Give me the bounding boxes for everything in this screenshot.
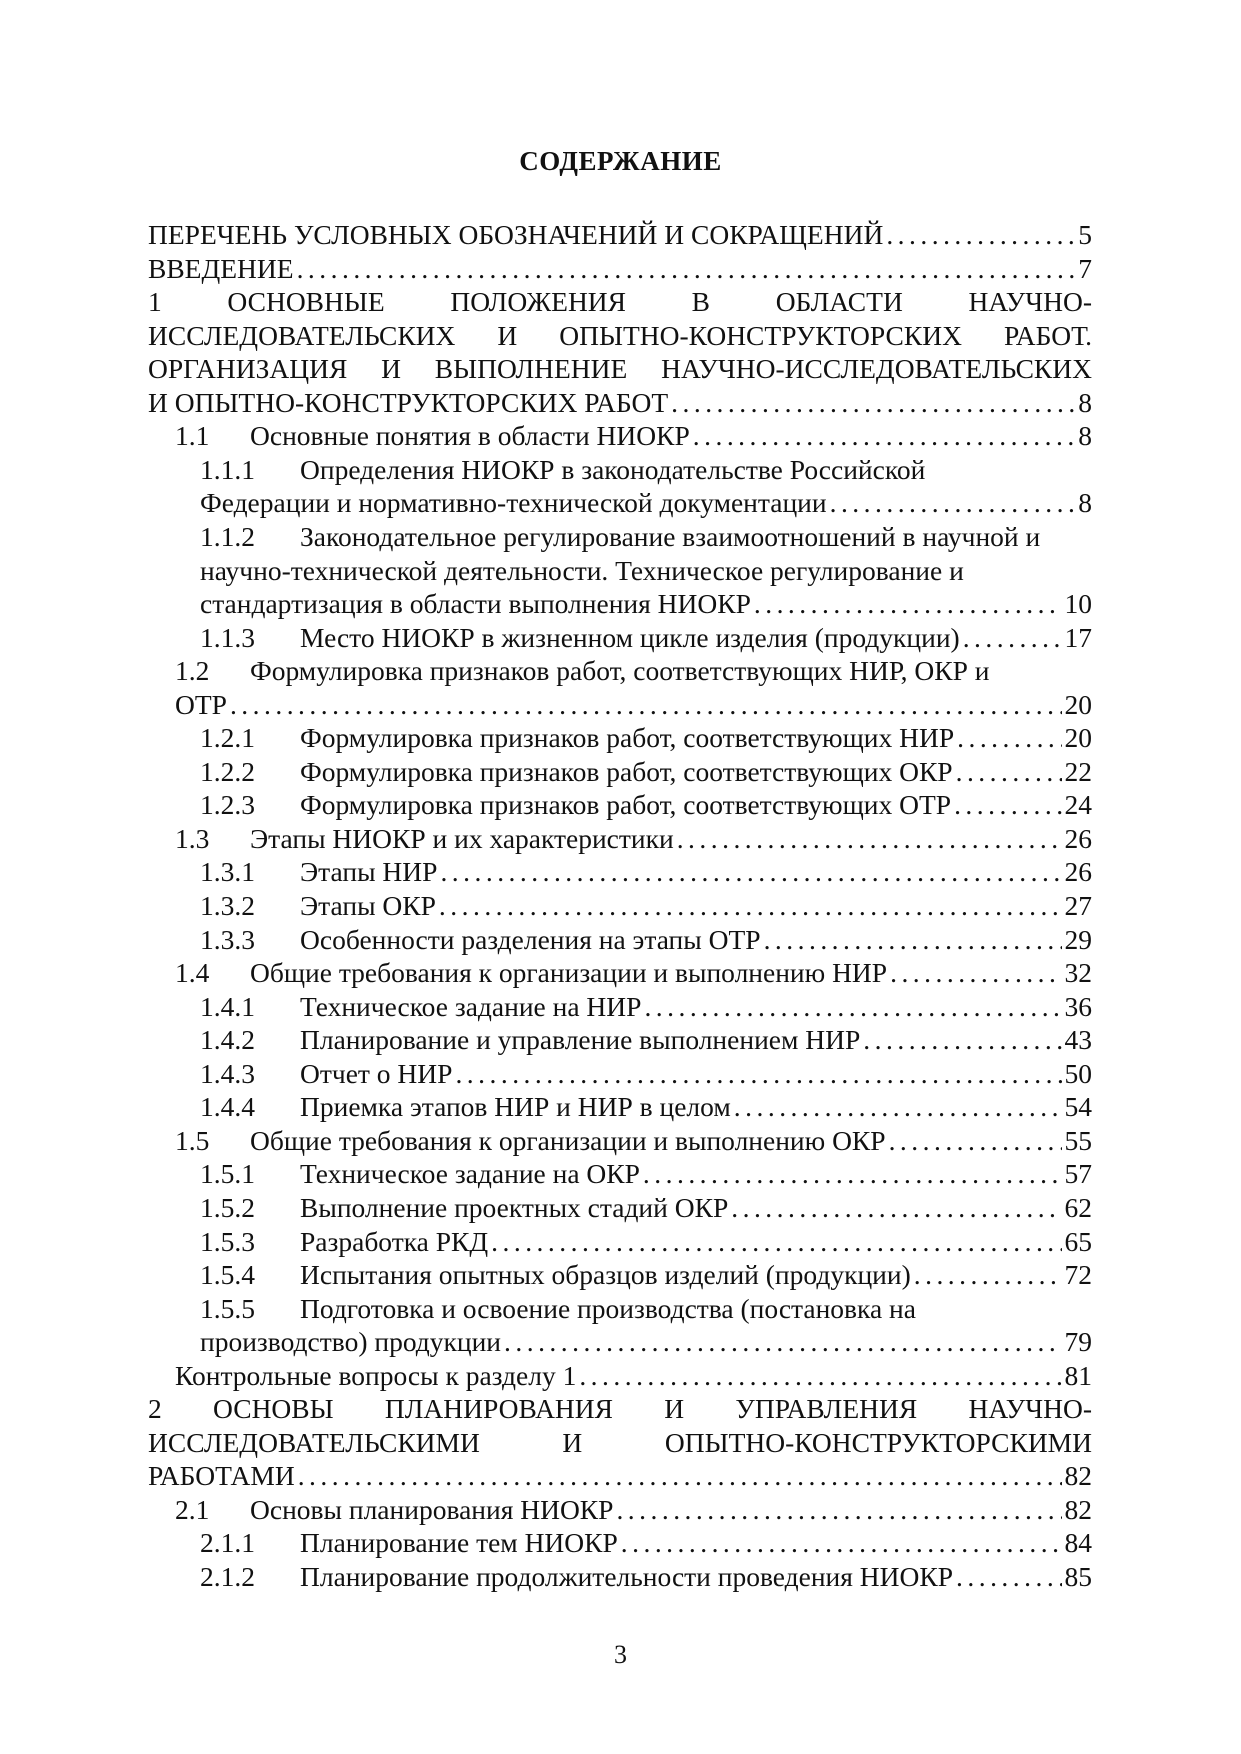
toc-entry-number: 1.3.1 (200, 856, 255, 888)
toc-leader-dots (644, 990, 1061, 1024)
toc-entry (200, 1292, 1092, 1326)
toc-entry-page: 29 (1064, 923, 1092, 955)
page-title: СОДЕРЖАНИЕ (519, 146, 722, 176)
toc-entry (200, 621, 1092, 655)
toc-entry-title: Федерации и нормативно-технической документации (200, 487, 827, 519)
toc-entry (148, 252, 1092, 286)
toc-entry-number: 1.2 (175, 655, 210, 687)
toc-entry (200, 1057, 1092, 1091)
toc-entry-page: 54 (1064, 1091, 1092, 1123)
toc-leader-dots (677, 822, 1062, 856)
toc-entry-title: Основы планирования НИОКР (250, 1493, 614, 1525)
toc-entry-page: 8 (1078, 487, 1092, 519)
toc-entry-number: 2.1 (175, 1493, 210, 1525)
toc-entry (200, 788, 1092, 822)
toc-entry-number: 1.1.3 (200, 621, 255, 653)
toc-entry-page: 82 (1064, 1493, 1092, 1525)
toc-leader-dots (731, 1191, 1061, 1225)
toc-entry (200, 990, 1092, 1024)
toc-entry (175, 654, 1092, 688)
toc-entry-title: РАБОТАМИ (148, 1460, 295, 1492)
toc-entry-title: Разработка РКД (300, 1225, 489, 1257)
toc-entry-title: ИССЛЕДОВАТЕЛЬСКИМИ И ОПЫТНО-КОНСТРУКТОРСКИМИ (148, 1426, 1092, 1458)
toc-leader-dots (963, 621, 1062, 655)
toc-entry-page: 65 (1064, 1225, 1092, 1257)
toc-entry (200, 554, 1092, 588)
toc-leader-dots (957, 721, 1061, 755)
toc-entry (200, 1526, 1092, 1560)
toc-entry-title: Выполнение проектных стадий ОКР (300, 1191, 729, 1223)
toc-entry-title: ОТР (175, 688, 227, 720)
toc-entry (200, 453, 1092, 487)
toc-leader-dots (754, 587, 1062, 621)
toc-entry-page: 43 (1064, 1024, 1092, 1056)
toc-entry-page: 72 (1064, 1259, 1092, 1291)
toc-entry (200, 721, 1092, 755)
toc-entry-number: 1.5 (175, 1124, 210, 1156)
toc-leader-dots (956, 755, 1062, 789)
toc-entry-title: Планирование и управление выполнением НИР (300, 1024, 861, 1056)
toc-entry-title: Контрольные вопросы к разделу 1 (175, 1359, 577, 1391)
toc-entry-page: 81 (1064, 1359, 1092, 1391)
toc-entry-title: ПЕРЕЧЕНЬ УСЛОВНЫХ ОБОЗНАЧЕНИЙ И СОКРАЩЕНИЙ (148, 219, 884, 250)
toc-entry-title: Общие требования к организации и выполнению ОКР (250, 1124, 886, 1156)
toc-entry (200, 1560, 1092, 1594)
toc-entry (200, 1258, 1092, 1292)
toc-entry-page: 57 (1064, 1158, 1092, 1190)
toc-entry (175, 1493, 1092, 1527)
toc-entry-number: 1.2.3 (200, 789, 255, 821)
toc-entry-number: 1.5.5 (200, 1292, 255, 1324)
toc-entry-page: 22 (1064, 755, 1092, 787)
toc-entry (200, 1023, 1092, 1057)
toc-leader-dots (579, 1359, 1061, 1393)
toc-entry-number: 1.1.1 (200, 453, 255, 485)
toc-leader-dots (621, 1526, 1062, 1560)
toc-entry (200, 855, 1092, 889)
toc-entry-page: 82 (1064, 1460, 1092, 1492)
toc-entry-page: 85 (1064, 1561, 1092, 1592)
toc-entry-title: Этапы НИОКР и их характеристики (250, 822, 674, 854)
toc-entry-title: Техническое задание на ОКР (300, 1158, 640, 1190)
toc-leader-dots (890, 956, 1061, 990)
toc-entry-number: 1.2.2 (200, 755, 255, 787)
toc-entry-title: Этапы ОКР (300, 890, 436, 921)
toc-entry-title: Планирование продолжительности проведения НИОКР (300, 1561, 954, 1592)
toc-leader-dots (643, 1157, 1062, 1191)
toc-entry-title: ИССЛЕДОВАТЕЛЬСКИХ И ОПЫТНО-КОНСТРУКТОРСКИХ РАБОТ. (148, 319, 1092, 351)
toc-leader-dots (504, 1325, 1061, 1359)
toc-entry-number: 1.3.3 (200, 923, 255, 955)
toc-leader-dots (830, 486, 1076, 520)
toc-entry (200, 1225, 1092, 1259)
toc-entry-number: 1.5.4 (200, 1259, 255, 1291)
toc-entry-title: И ОПЫТНО-КОНСТРУКТОРСКИХ РАБОТ (148, 386, 669, 418)
toc-entry-page: 79 (1064, 1326, 1092, 1358)
toc-entry-title: производство) продукции (200, 1326, 502, 1358)
toc-entry (200, 889, 1092, 923)
toc-leader-dots (954, 788, 1061, 822)
toc-entry (148, 352, 1092, 386)
toc-entry-number: 1.5.1 (200, 1158, 255, 1190)
toc-entry-title: Общие требования к организации и выполнению НИР (250, 957, 888, 989)
toc-leader-dots (956, 1560, 1061, 1594)
toc-entry (175, 956, 1092, 990)
toc-entry-number: 1.4.1 (200, 990, 255, 1022)
toc-leader-dots (230, 688, 1062, 722)
toc-entry-number: 1.4.2 (200, 1024, 255, 1056)
toc-entry-title: ОРГАНИЗАЦИЯ И ВЫПОЛНЕНИЕ НАУЧНО-ИССЛЕДОВАТЕЛЬСКИХ (148, 353, 1092, 385)
toc-entry-title: Формулировка признаков работ, соответствующих НИР, ОКР и (250, 655, 990, 687)
toc-entry-title: Приемка этапов НИР и НИР в целом (300, 1091, 731, 1123)
toc-entry-page: 32 (1064, 957, 1092, 989)
toc-leader-dots (671, 386, 1075, 420)
toc-leader-dots (914, 1258, 1062, 1292)
toc-leader-dots (863, 1023, 1061, 1057)
toc-entry (200, 520, 1092, 554)
toc-entry (200, 1157, 1092, 1191)
toc-entry-page: 50 (1064, 1057, 1092, 1089)
toc-entry-number: 1.1 (175, 420, 210, 452)
toc-leader-dots (297, 252, 1076, 286)
toc-entry-page: 7 (1078, 252, 1092, 284)
toc-entry-title: Законодательное регулирование взаимоотношений в научной и (300, 520, 1041, 552)
toc-entry-title: Формулировка признаков работ, соответствующих ОТР (300, 789, 952, 821)
toc-entry (200, 587, 1092, 621)
toc-entry-number: 1.4.4 (200, 1091, 255, 1123)
toc-entry (200, 486, 1092, 520)
toc-entry-page: 8 (1078, 386, 1092, 418)
toc-entry-number: 2.1.2 (200, 1561, 255, 1592)
toc-entry-number: 1.4 (175, 957, 210, 989)
toc-entry-title: Испытания опытных образцов изделий (продукции) (300, 1259, 911, 1291)
toc-entry-page: 17 (1064, 621, 1092, 653)
toc-entry (200, 1325, 1092, 1359)
toc-entry (148, 1392, 1092, 1426)
toc-entry-title: Планирование тем НИОКР (300, 1527, 618, 1559)
toc-entry-number: 1.1.2 (200, 520, 255, 552)
toc-leader-dots (491, 1225, 1061, 1259)
toc-leader-dots (889, 1124, 1062, 1158)
toc-entry-number: 1.3 (175, 822, 210, 854)
toc-entry (175, 419, 1092, 453)
toc-entry-title: Отчет о НИР (300, 1057, 453, 1089)
toc-entry-page: 26 (1064, 822, 1092, 854)
toc-entry (200, 923, 1092, 957)
toc-entry (175, 1359, 1092, 1393)
toc-entry-title: Определения НИОКР в законодательстве Российской (300, 453, 926, 485)
toc-entry-page: 20 (1064, 722, 1092, 754)
toc-entry-title: Формулировка признаков работ, соответствующих ОКР (300, 755, 953, 787)
toc-entry-number: 1.4.3 (200, 1057, 255, 1089)
toc-entry-page: 84 (1064, 1527, 1092, 1559)
toc-leader-dots (693, 419, 1075, 453)
toc-entry (175, 822, 1092, 856)
toc-entry-title: 2 ОСНОВЫ ПЛАНИРОВАНИЯ И УПРАВЛЕНИЯ НАУЧНО- (148, 1393, 1092, 1425)
toc-entry (148, 1426, 1092, 1460)
toc-entry-page: 8 (1078, 420, 1092, 452)
toc-leader-dots (764, 923, 1062, 957)
toc-entry-title: стандартизация в области выполнения НИОКР (200, 588, 751, 620)
toc-entry-number: 1.2.1 (200, 722, 255, 754)
toc-entry (200, 755, 1092, 789)
toc-entry-title: 1 ОСНОВНЫЕ ПОЛОЖЕНИЯ В ОБЛАСТИ НАУЧНО- (148, 286, 1092, 318)
toc-entry-page: 26 (1064, 856, 1092, 888)
toc-entry-title: Формулировка признаков работ, соответствующих НИР (300, 722, 955, 754)
toc-entry-number: 1.5.3 (200, 1225, 255, 1257)
toc-entry-page: 20 (1064, 688, 1092, 720)
toc-entry-number: 1.5.2 (200, 1191, 255, 1223)
page-number: 3 (614, 1640, 627, 1669)
toc-entry-title: научно-технической деятельности. Техническое регулирование и (200, 554, 964, 586)
toc-leader-dots (734, 1090, 1062, 1124)
toc-leader-dots (439, 889, 1062, 923)
toc-entry-title: Основные понятия в области НИОКР (250, 420, 690, 452)
toc-leader-dots (298, 1459, 1062, 1493)
toc-entry-number: 1.3.2 (200, 890, 255, 921)
toc-entry-title: Место НИОКР в жизненном цикле изделия (продукции) (300, 621, 960, 653)
toc-leader-dots (440, 855, 1061, 889)
toc-leader-dots (616, 1493, 1061, 1527)
toc-entry-title: Подготовка и освоение производства (постановка на (300, 1292, 916, 1324)
toc-entry-title: ВВЕДЕНИЕ (148, 252, 294, 284)
toc-entry-page: 27 (1064, 890, 1092, 921)
toc-entry-title: Особенности разделения на этапы ОТР (300, 923, 761, 955)
toc-leader-dots (886, 218, 1075, 252)
toc-entry (175, 1124, 1092, 1158)
toc-entry-page: 62 (1064, 1191, 1092, 1223)
toc-entry-page: 36 (1064, 990, 1092, 1022)
toc-entry (175, 688, 1092, 722)
toc-entry (148, 285, 1092, 319)
toc-entry-title: Этапы НИР (300, 856, 438, 888)
toc-entry (200, 1090, 1092, 1124)
toc-entry (200, 1191, 1092, 1225)
toc-entry-number: 2.1.1 (200, 1527, 255, 1559)
toc-entry (148, 319, 1092, 353)
toc-entry (148, 1459, 1092, 1493)
toc-entry-title: Техническое задание на НИР (300, 990, 642, 1022)
toc-entry-page: 55 (1064, 1124, 1092, 1156)
toc-entry (148, 386, 1092, 420)
toc-entry (148, 218, 1092, 252)
toc-entry-page: 5 (1078, 219, 1092, 250)
toc-entry-page: 10 (1064, 588, 1092, 620)
toc-leader-dots (455, 1057, 1061, 1091)
toc-entry-page: 24 (1064, 789, 1092, 821)
